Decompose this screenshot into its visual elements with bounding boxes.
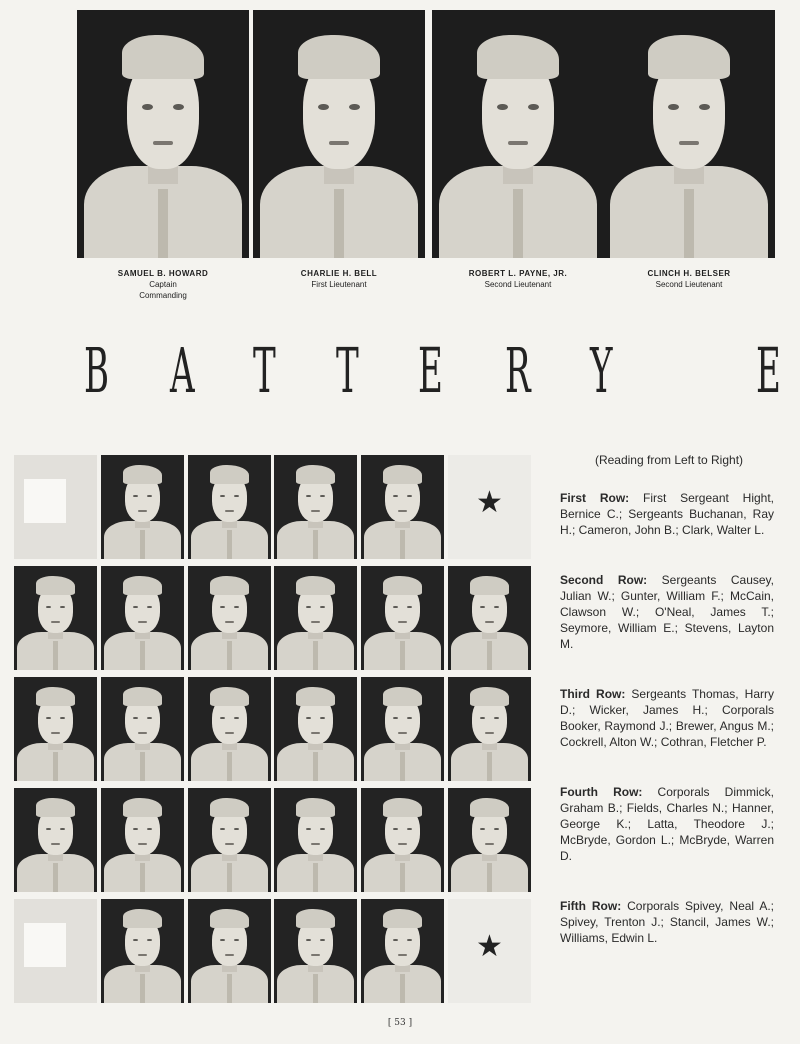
figure-part bbox=[227, 974, 232, 1003]
officer-portraits bbox=[77, 10, 777, 310]
figure-part bbox=[487, 863, 492, 892]
portrait-figure bbox=[188, 899, 271, 1003]
figure-part bbox=[298, 35, 381, 80]
portrait-figure bbox=[274, 566, 357, 670]
legend-row bbox=[558, 686, 774, 750]
enlisted-photo bbox=[188, 899, 271, 1003]
row-names: Sergeants Thomas, Harry D.; Wicker, James H.; Corporals Booker, Raymond J.; Brewer, Angus M.; Cockrell, Alton W.; Cothran, Fletcher P. bbox=[560, 687, 775, 749]
figure-part bbox=[485, 732, 495, 734]
portrait-figure bbox=[188, 677, 271, 781]
figure-part bbox=[508, 141, 529, 145]
portrait-figure bbox=[101, 455, 184, 559]
officer-rank: First Lieutenant bbox=[311, 280, 367, 289]
officer-photo bbox=[253, 10, 425, 258]
title-letter: E bbox=[756, 334, 781, 407]
figure-part bbox=[123, 576, 163, 595]
enlisted-photo bbox=[361, 788, 444, 892]
figure-part bbox=[393, 717, 398, 720]
figure-part bbox=[311, 843, 321, 845]
enlisted-photo bbox=[101, 899, 184, 1003]
title-letter: A bbox=[170, 334, 195, 407]
enlisted-photo bbox=[14, 788, 97, 892]
officer-photo bbox=[77, 10, 249, 258]
enlisted-photo bbox=[361, 899, 444, 1003]
figure-part bbox=[122, 35, 205, 80]
figure-part bbox=[140, 752, 145, 781]
figure-part bbox=[313, 641, 318, 670]
enlisted-photo bbox=[274, 677, 357, 781]
figure-part bbox=[480, 828, 485, 831]
title-letter: Y bbox=[590, 334, 613, 407]
figure-part bbox=[140, 974, 145, 1003]
figure-part bbox=[296, 687, 336, 706]
portrait-figure bbox=[274, 788, 357, 892]
figure-part bbox=[138, 954, 148, 956]
enlisted-photo bbox=[274, 566, 357, 670]
row-label: Second Row: bbox=[560, 573, 648, 587]
figure-part bbox=[53, 641, 58, 670]
figure-part bbox=[133, 939, 138, 942]
blank-mark bbox=[24, 479, 66, 523]
figure-part bbox=[123, 798, 163, 817]
enlisted-photo bbox=[101, 566, 184, 670]
portrait-figure bbox=[188, 566, 271, 670]
figure-part bbox=[123, 465, 163, 484]
figure-part bbox=[210, 687, 250, 706]
legend-row bbox=[558, 898, 774, 946]
figure-part bbox=[313, 530, 318, 559]
figure-part bbox=[383, 798, 423, 817]
figure-part bbox=[400, 641, 405, 670]
figure-part bbox=[398, 510, 408, 512]
enlisted-photo bbox=[361, 566, 444, 670]
figure-part bbox=[487, 752, 492, 781]
legend-row bbox=[558, 490, 774, 538]
figure-part bbox=[138, 732, 148, 734]
figure-part bbox=[138, 510, 148, 512]
enlisted-photo bbox=[101, 677, 184, 781]
figure-part bbox=[36, 798, 76, 817]
figure-part bbox=[296, 465, 336, 484]
figure-part bbox=[334, 189, 344, 258]
portrait-figure bbox=[188, 788, 271, 892]
officer-name: SAMUEL B. HOWARD bbox=[117, 269, 209, 278]
figure-part bbox=[311, 621, 321, 623]
portrait-figure bbox=[274, 677, 357, 781]
enlisted-photo bbox=[274, 788, 357, 892]
figure-part bbox=[140, 863, 145, 892]
portrait-figure bbox=[361, 788, 444, 892]
star-icon: ★ bbox=[476, 485, 503, 520]
figure-part bbox=[46, 828, 51, 831]
figure-part bbox=[400, 974, 405, 1003]
figure-part bbox=[485, 843, 495, 845]
portrait-figure bbox=[14, 677, 97, 781]
figure-part bbox=[480, 606, 485, 609]
figure-part bbox=[398, 954, 408, 956]
figure-part bbox=[36, 576, 76, 595]
row-names: Corporals Dimmick, Graham B.; Fields, Charles N.; Hanner, George K.; Latta, Theodore J.; McBryde, Gordon L.; McBryde, Warren D. bbox=[560, 785, 774, 863]
figure-part bbox=[648, 35, 731, 80]
blank-cell bbox=[14, 899, 97, 1003]
figure-part bbox=[513, 189, 523, 258]
figure-part bbox=[398, 732, 408, 734]
figure-part bbox=[227, 863, 232, 892]
figure-part bbox=[311, 954, 321, 956]
enlisted-photo bbox=[188, 677, 271, 781]
enlisted-photo bbox=[188, 566, 271, 670]
figure-part bbox=[51, 621, 61, 623]
officer-caption bbox=[253, 268, 425, 290]
figure-part bbox=[227, 752, 232, 781]
row-names: Sergeants Causey, Julian W.; Gunter, William F.; McCain, Clawson W.; O'Neal, James T.; Seymore, William E.; Stevens, Layton M. bbox=[560, 573, 774, 651]
portrait-figure bbox=[101, 899, 184, 1003]
officer-name: CLINCH H. BELSER bbox=[647, 269, 731, 278]
officer-card bbox=[603, 10, 775, 290]
figure-part bbox=[220, 495, 225, 498]
portrait-figure bbox=[101, 677, 184, 781]
figure-part bbox=[313, 974, 318, 1003]
enlisted-portrait-grid bbox=[14, 455, 532, 1003]
portrait-figure bbox=[253, 10, 425, 258]
figure-part bbox=[225, 621, 235, 623]
row-label: First Row: bbox=[560, 491, 630, 505]
figure-part bbox=[225, 510, 235, 512]
portrait-figure bbox=[361, 566, 444, 670]
figure-part bbox=[329, 141, 350, 145]
figure-part bbox=[398, 843, 408, 845]
figure-part bbox=[400, 863, 405, 892]
figure-part bbox=[679, 141, 700, 145]
enlisted-photo bbox=[14, 677, 97, 781]
page-number: [ 53 ] bbox=[387, 1018, 413, 1028]
title-letter: T bbox=[336, 334, 359, 407]
officer-card bbox=[253, 10, 425, 290]
figure-part bbox=[227, 641, 232, 670]
officer-rank: Captain bbox=[149, 280, 177, 289]
enlisted-photo bbox=[448, 677, 531, 781]
figure-part bbox=[51, 843, 61, 845]
figure-part bbox=[383, 465, 423, 484]
figure-part bbox=[210, 798, 250, 817]
figure-part bbox=[383, 909, 423, 928]
figure-part bbox=[480, 717, 485, 720]
officer-caption bbox=[77, 268, 249, 301]
officer-rank: Second Lieutenant bbox=[484, 280, 552, 289]
figure-part bbox=[306, 939, 311, 942]
row-names: First Sergeant Hight, Bernice C.; Sergeants Buchanan, Ray H.; Cameron, John B.; Clark, Walter L. bbox=[560, 491, 774, 537]
blank-cell bbox=[14, 455, 97, 559]
portrait-figure bbox=[361, 677, 444, 781]
figure-part bbox=[400, 752, 405, 781]
officer-role: Commanding bbox=[139, 291, 187, 300]
figure-part bbox=[470, 798, 510, 817]
portrait-figure bbox=[188, 455, 271, 559]
row-label: Third Row: bbox=[560, 687, 626, 701]
star-cell bbox=[448, 455, 531, 559]
figure-part bbox=[225, 954, 235, 956]
portrait-figure bbox=[361, 899, 444, 1003]
figure-part bbox=[684, 189, 694, 258]
figure-part bbox=[470, 576, 510, 595]
figure-part bbox=[46, 606, 51, 609]
figure-part bbox=[53, 752, 58, 781]
figure-part bbox=[393, 828, 398, 831]
figure-part bbox=[311, 732, 321, 734]
officer-card bbox=[77, 10, 249, 301]
star-icon: ★ bbox=[476, 929, 503, 964]
figure-part bbox=[227, 530, 232, 559]
portrait-figure bbox=[77, 10, 249, 258]
portrait-figure bbox=[448, 566, 531, 670]
figure-part bbox=[138, 621, 148, 623]
figure-part bbox=[306, 717, 311, 720]
figure-part bbox=[393, 606, 398, 609]
figure-part bbox=[383, 576, 423, 595]
figure-part bbox=[296, 576, 336, 595]
portrait-figure bbox=[361, 455, 444, 559]
officer-name: CHARLIE H. BELL bbox=[300, 269, 378, 278]
figure-part bbox=[296, 909, 336, 928]
figure-part bbox=[123, 909, 163, 928]
battery-title bbox=[84, 336, 780, 406]
legend-heading: (Reading from Left to Right) bbox=[594, 453, 744, 467]
figure-part bbox=[477, 35, 560, 80]
figure-part bbox=[210, 465, 250, 484]
figure-part bbox=[220, 717, 225, 720]
figure-part bbox=[138, 843, 148, 845]
figure-part bbox=[210, 576, 250, 595]
figure-part bbox=[225, 843, 235, 845]
figure-part bbox=[123, 687, 163, 706]
enlisted-photo bbox=[448, 788, 531, 892]
figure-part bbox=[306, 606, 311, 609]
figure-part bbox=[393, 939, 398, 942]
officer-caption bbox=[603, 268, 775, 290]
enlisted-photo bbox=[361, 455, 444, 559]
legend-row bbox=[558, 572, 774, 652]
figure-part bbox=[306, 495, 311, 498]
portrait-figure bbox=[432, 10, 604, 258]
title-letter: B bbox=[84, 334, 110, 407]
figure-part bbox=[383, 687, 423, 706]
title-letter: E bbox=[418, 334, 443, 407]
blank-mark bbox=[24, 923, 66, 967]
figure-part bbox=[140, 641, 145, 670]
figure-part bbox=[133, 495, 138, 498]
enlisted-photo bbox=[101, 455, 184, 559]
figure-part bbox=[398, 621, 408, 623]
figure-part bbox=[46, 717, 51, 720]
officer-name: ROBERT L. PAYNE, JR. bbox=[468, 269, 568, 278]
officer-caption bbox=[432, 268, 604, 290]
legend-row bbox=[558, 784, 774, 864]
portrait-figure bbox=[101, 788, 184, 892]
portrait-figure bbox=[448, 788, 531, 892]
officer-photo bbox=[603, 10, 775, 258]
enlisted-photo bbox=[274, 455, 357, 559]
figure-part bbox=[133, 606, 138, 609]
figure-part bbox=[133, 717, 138, 720]
figure-part bbox=[311, 510, 321, 512]
figure-part bbox=[133, 828, 138, 831]
figure-part bbox=[400, 530, 405, 559]
enlisted-photo bbox=[274, 899, 357, 1003]
figure-part bbox=[306, 828, 311, 831]
figure-part bbox=[487, 641, 492, 670]
figure-part bbox=[220, 939, 225, 942]
figure-part bbox=[158, 189, 168, 258]
portrait-figure bbox=[14, 788, 97, 892]
portrait-figure bbox=[603, 10, 775, 258]
enlisted-photo bbox=[188, 455, 271, 559]
figure-part bbox=[36, 687, 76, 706]
officer-card bbox=[432, 10, 604, 290]
reading-legend bbox=[558, 452, 774, 980]
officer-photo bbox=[432, 10, 604, 258]
enlisted-photo bbox=[448, 566, 531, 670]
portrait-figure bbox=[14, 566, 97, 670]
figure-part bbox=[313, 863, 318, 892]
figure-part bbox=[140, 530, 145, 559]
figure-part bbox=[210, 909, 250, 928]
portrait-figure bbox=[448, 677, 531, 781]
portrait-figure bbox=[274, 455, 357, 559]
figure-part bbox=[51, 732, 61, 734]
enlisted-photo bbox=[188, 788, 271, 892]
portrait-figure bbox=[101, 566, 184, 670]
enlisted-photo bbox=[14, 566, 97, 670]
figure-part bbox=[220, 606, 225, 609]
star-cell bbox=[448, 899, 531, 1003]
title-letter: R bbox=[505, 334, 531, 407]
officer-rank: Second Lieutenant bbox=[655, 280, 723, 289]
figure-part bbox=[485, 621, 495, 623]
figure-part bbox=[470, 687, 510, 706]
figure-part bbox=[313, 752, 318, 781]
portrait-figure bbox=[274, 899, 357, 1003]
figure-part bbox=[296, 798, 336, 817]
figure-part bbox=[393, 495, 398, 498]
figure-part bbox=[53, 863, 58, 892]
enlisted-photo bbox=[101, 788, 184, 892]
row-label: Fifth Row: bbox=[560, 899, 622, 913]
figure-part bbox=[225, 732, 235, 734]
title-letter: T bbox=[253, 334, 276, 407]
enlisted-photo bbox=[361, 677, 444, 781]
row-names: Corporals Spivey, Neal A.; Spivey, Trenton J.; Stancil, James W.; Williams, Edwin L. bbox=[560, 899, 774, 945]
row-label: Fourth Row: bbox=[560, 785, 643, 799]
figure-part bbox=[153, 141, 174, 145]
figure-part bbox=[220, 828, 225, 831]
